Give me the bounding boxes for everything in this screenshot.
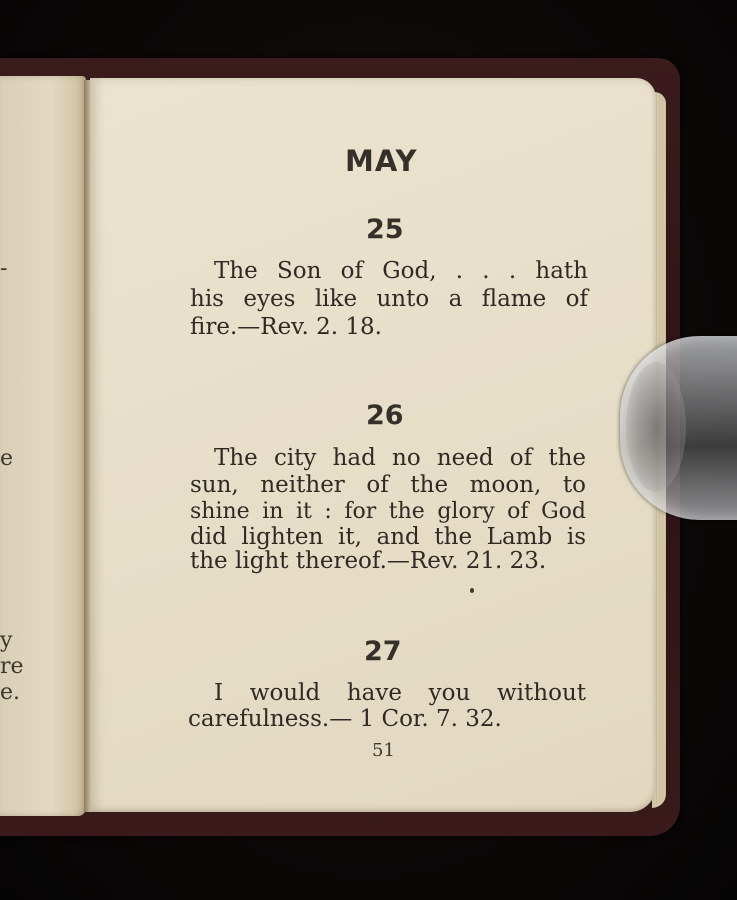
verse-line: the light thereof.—Rev. 21. 23. (190, 548, 547, 574)
verse-line: fire.—Rev. 2. 18. (190, 314, 382, 340)
verse-line: shine in it : for the glory of God (190, 499, 586, 524)
verse-line: The Son of God, . . . hath (214, 258, 588, 284)
day-number: 27 (364, 636, 402, 667)
left-page-fragment: e. (0, 680, 21, 705)
day-number: 26 (366, 400, 404, 431)
day-number: 25 (366, 214, 404, 245)
month-heading: MAY (345, 144, 418, 178)
left-page-fragment: - (0, 256, 8, 281)
left-page-fragment: y (0, 628, 13, 653)
verse-line: sun, neither of the moon, to (190, 472, 586, 498)
lens-reflection (626, 362, 686, 492)
verse-line: carefulness.— 1 Cor. 7. 32. (188, 706, 502, 732)
verse-line: The city had no need of the (214, 445, 586, 471)
left-page-fragment: e (0, 446, 14, 471)
ink-speck (470, 588, 474, 593)
verse-line: his eyes like unto a flame of (190, 286, 588, 312)
verse-line: I would have you without (214, 680, 586, 706)
page-number: 51 (372, 740, 395, 761)
verse-line: did lighten it, and the Lamb is (190, 524, 586, 550)
left-page-fragment: re (0, 654, 24, 679)
previous-page-edge (0, 76, 86, 816)
